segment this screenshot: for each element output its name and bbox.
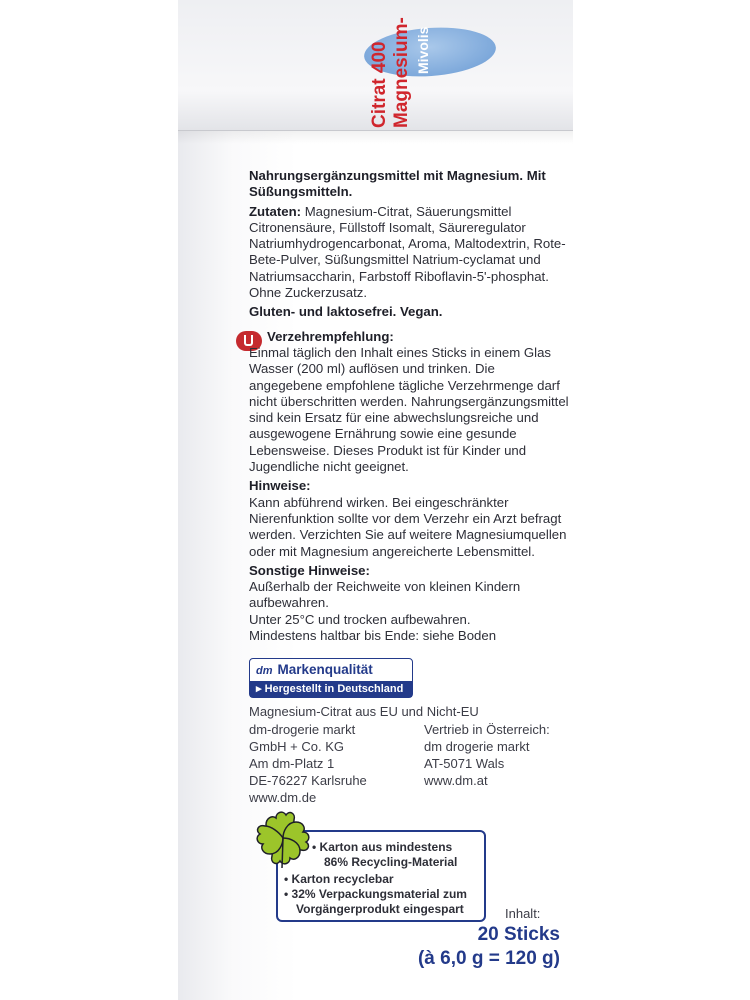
address-at-line2: dm drogerie markt	[424, 739, 530, 754]
dm-quality-badge	[249, 658, 413, 698]
recycling-item1b: 86% Recycling-Material	[324, 855, 458, 869]
address-de-line5: www.dm.de	[249, 790, 317, 805]
product-name-line1: Magnesium-	[391, 17, 412, 128]
ingredients-label: Zutaten:	[249, 203, 302, 219]
recycling-item3b: Vorgängerprodukt eingespart	[296, 902, 464, 916]
usage-text: Einmal täglich den Inhalt eines Sticks in einem Glas Wasser (200 ml) auflösen und trinken. Die angegebene empfohlene tägliche Verzehrmenge darf nicht überschritten werden. Nahrungsergänzungsmittel sind kein Ersatz für eine abwechslungsreiche und ausgewogene Ernährung sowie eine gesunde Lebensweise. Dieses Produkt ist für Kinder und Jugendliche nicht geeignet.	[249, 344, 569, 475]
recycling-item2: • Karton recyclebar	[284, 872, 394, 886]
brand-logo-text: Mivolis	[415, 26, 431, 74]
ingredients-intro: Nahrungsergänzungsmittel mit Magnesium. Mit Süßungsmitteln.	[249, 168, 546, 200]
product-name-line2: Citrat 400	[369, 41, 390, 128]
ingredients-text: Magnesium-Citrat, Säuerungsmittel Citronensäure, Füllstoff Isomalt, Säureregulator Natriumhydrogencarbonat, Aroma, Maltodextrin, Rote-Bete-Pulver, Süßungsmittel Natrium-cyclamat und Natriumsaccharin, Farbstoff Riboflavin-5'-phosphat. Ohne Zuckerzusatz.	[249, 203, 566, 301]
address-de-line2: GmbH + Co. KG	[249, 739, 344, 754]
recycling-item1a: • Karton aus mindestens	[312, 840, 453, 854]
address-de-line1: dm-drogerie markt	[249, 722, 356, 737]
recycling-item3a: • 32% Verpackungsmaterial zum	[284, 887, 467, 901]
origin-text: Magnesium-Citrat aus EU und Nicht-EU	[249, 704, 479, 719]
contents-label: Inhalt:	[505, 906, 541, 921]
other-notes-line1: Außerhalb der Reichweite von kleinen Kindern aufbewahren.	[249, 579, 521, 611]
dm-logo: dm	[256, 665, 273, 677]
other-notes-label: Sonstige Hinweise:	[249, 562, 370, 578]
clover-icon	[252, 808, 314, 870]
address-at-line1: Vertrieb in Österreich:	[424, 722, 550, 737]
other-notes-line2: Unter 25°C und trocken aufbewahren.	[249, 611, 471, 627]
address-at-line3: AT-5071 Wals	[424, 756, 505, 771]
address-de-line3: Am dm-Platz 1	[249, 756, 335, 771]
label-text-block	[249, 168, 569, 644]
address-de-line4: DE-76227 Karlsruhe	[249, 773, 367, 788]
contents-weight: (à 6,0 g = 120 g)	[417, 948, 560, 969]
ingredients-paragraph	[249, 204, 569, 302]
notes-text: Kann abführend wirken. Bei eingeschränkter Nierenfunktion sollte vor dem Verzehr ein Arzt befragt werden. Verzichten Sie auf weitere Magnesiumquellen oder mit Magnesium angereicherte Lebensmittel.	[249, 494, 567, 559]
contents-count: 20 Sticks	[477, 924, 560, 945]
badge-top-row	[256, 661, 373, 679]
other-notes-line3: Mindestens haltbar bis Ende: siehe Boden	[249, 628, 497, 644]
address-at-line4: www.dm.at	[424, 773, 488, 788]
free-from-text: Gluten- und laktosefrei. Vegan.	[249, 304, 443, 320]
notes-label: Hinweise:	[249, 478, 311, 494]
badge-made-in-text: ▸ Hergestellt in Deutschland	[250, 681, 412, 697]
flap-shadow	[178, 130, 573, 144]
badge-quality-text: Markenqualität	[277, 662, 373, 677]
usage-label: Verzehrempfehlung:	[267, 328, 394, 344]
